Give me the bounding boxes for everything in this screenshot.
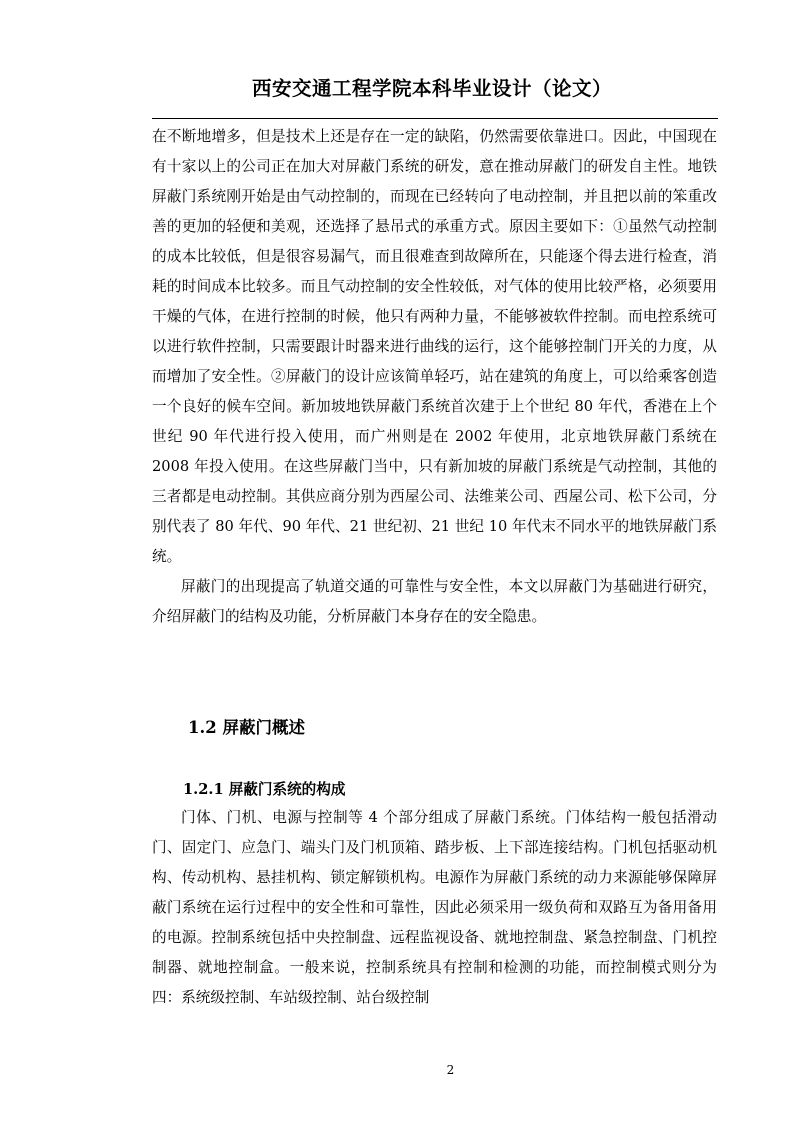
- section-heading: 1.2 屏蔽门概述: [188, 718, 305, 737]
- header-divider: [152, 118, 718, 119]
- paragraph-continuation: 在不断地增多，但是技术上还是存在一定的缺陷，仍然需要依靠进口。因此，中国现在有十家以上的公司正在加大对屏蔽门系统的研发，意在推动屏蔽门的研发自主性。地铁屏蔽门系统刚开始是由气动控制的，而现在已经转向了电动控制，并且把以前的笨重改善的更加的轻便和美观，还选择了悬吊式的承重方式。原因主要如下：①虽然气动控制的成本比较低，但是很容易漏气，而且很难查到故障所在，只能逐个得去进行检查，消耗的时间成本比较多。而且气动控制的安全性较低，对气体的使用比较严格，必须要用干燥的气体，在进行控制的时候，他只有两种力量，不能够被软件控制。而电控系统可以进行软件控制，只需要跟计时器来进行曲线的运行，这个能够控制门开关的力度，从而增加了安全性。②屏蔽门的设计应该简单轻巧，站在建筑的角度上，可以给乘客创造一个良好的候车空间。新加坡地铁屏蔽门系统首次建于上个世纪 80 年代，香港在上个世纪 90 年代进行投入使用，而广州则是在 2002 年使用，北京地铁屏蔽门系统在 2008 年投入使用。在这些屏蔽门当中，只有新加坡的屏蔽门系统是气动控制，其他的三者都是电动控制。其供应商分别为西屋公司、法维莱公司、西屋公司、松下公司，分别代表了 80 年代、90 年代、21 世纪初、21 世纪 10 年代末不同水平的地铁屏蔽门系统。: [152, 128, 717, 565]
- paragraph-composition: 门体、门机、电源与控制等 4 个部分组成了屏蔽门系统。门体结构一般包括滑动门、固定门、应急门、端头门及门机顶箱、踏步板、上下部连接结构。门机包括驱动机构、传动机构、悬挂机构、锁定解锁机构。电源作为屏蔽门系统的动力来源能够保障屏蔽门系统在运行过程中的安全性和可靠性，因此必须采用一级负荷和双路互为备用备用的电源。控制系统包括中央控制盘、远程监视设备、就地控制盘、紧急控制盘、门机控制器、就地控制盒。一般来说，控制系统具有控制和检测的功能，而控制模式则分为四：系统级控制、车站级控制、站台级控制: [152, 809, 717, 1006]
- subsection-heading: 1.2.1 屏蔽门系统的构成: [183, 781, 346, 798]
- page-number: 2: [446, 1063, 455, 1077]
- body-text: [152, 122, 717, 632]
- subsection-body: [152, 803, 717, 1013]
- paragraph-intro-summary: 屏蔽门的出现提高了轨道交通的可靠性与安全性，本文以屏蔽门为基础进行研究，介绍屏蔽门的结构及功能，分析屏蔽门本身存在的安全隐患。: [152, 578, 717, 625]
- page-header-title: 西安交通工程学院本科毕业设计（论文）: [251, 77, 612, 100]
